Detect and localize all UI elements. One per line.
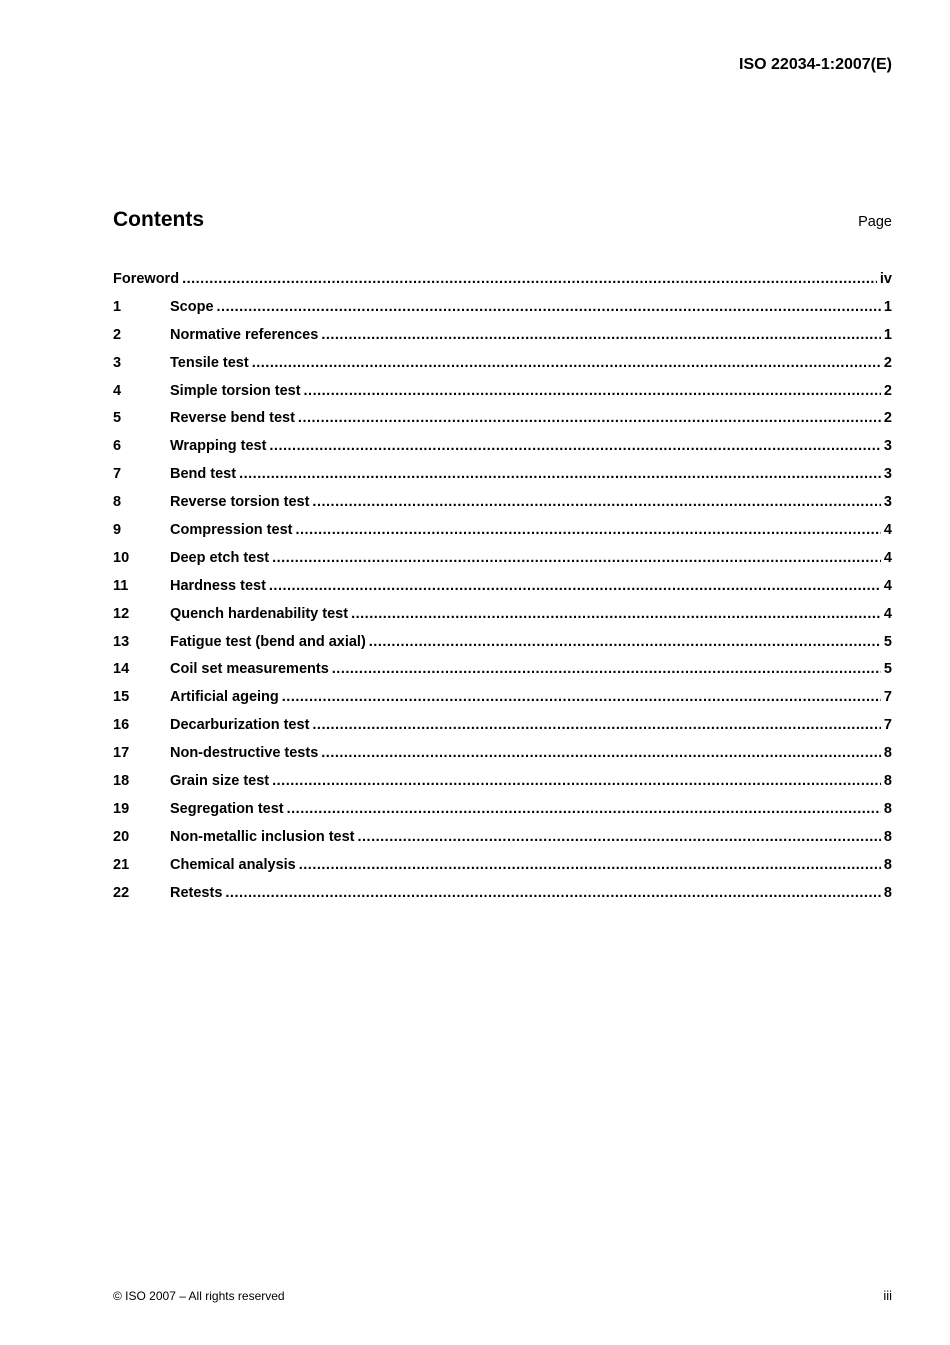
toc-entry-title: Hardness test xyxy=(170,577,266,594)
toc-entry-page: 8 xyxy=(883,745,892,762)
toc-entry-title: Deep etch test xyxy=(170,549,270,566)
toc-entry-page: 5 xyxy=(883,661,892,678)
toc-entry-number: 5 xyxy=(113,410,122,427)
toc-dot-leader xyxy=(269,433,881,461)
toc-entry[interactable] xyxy=(113,266,892,294)
toc-entry[interactable] xyxy=(113,350,892,378)
toc-entry-number: 8 xyxy=(113,494,122,511)
toc-dot-leader xyxy=(312,489,881,517)
toc-entry-title: Compression test xyxy=(170,522,293,539)
toc-entry-number: 21 xyxy=(113,856,130,873)
toc-entry-number: 2 xyxy=(113,326,122,343)
toc-dot-leader xyxy=(295,517,880,545)
toc-entry-number: 19 xyxy=(113,800,130,817)
toc-entry-page: 1 xyxy=(883,298,892,315)
toc-entry[interactable] xyxy=(113,740,892,768)
toc-entry[interactable] xyxy=(113,461,892,489)
toc-dot-leader xyxy=(332,656,881,684)
toc-entry-number: 20 xyxy=(113,828,130,845)
toc-entry[interactable] xyxy=(113,545,892,573)
toc-entry-page: 4 xyxy=(883,549,892,566)
toc-entry[interactable] xyxy=(113,489,892,517)
toc-entry-number: 3 xyxy=(113,354,122,371)
toc-dot-leader xyxy=(269,573,881,601)
toc-entry-number: 17 xyxy=(113,745,130,762)
toc-entry-number: 7 xyxy=(113,466,122,483)
toc-entry-number: 14 xyxy=(113,661,130,678)
toc-entry-title: Tensile test xyxy=(170,354,249,371)
toc-dot-leader xyxy=(304,378,881,406)
toc-entry-page: 2 xyxy=(883,354,892,371)
toc-entry[interactable] xyxy=(113,378,892,406)
toc-entry-title: Non-destructive tests xyxy=(170,745,319,762)
toc-dot-leader xyxy=(312,712,881,740)
toc-entry-page: 8 xyxy=(883,800,892,817)
toc-entry-page: 7 xyxy=(883,717,892,734)
toc-entry-title: Reverse bend test xyxy=(170,410,295,427)
document-id: ISO 22034-1:2007(E) xyxy=(739,56,892,73)
toc-entry-number: 13 xyxy=(113,633,130,650)
contents-title: Contents xyxy=(113,208,204,231)
page-number: iii xyxy=(883,1288,892,1303)
toc-entry[interactable] xyxy=(113,517,892,545)
toc-dot-leader xyxy=(321,322,881,350)
toc-entry[interactable] xyxy=(113,573,892,601)
toc-entry-title: Fatigue test (bend and axial) xyxy=(170,633,366,650)
toc-dot-leader xyxy=(225,880,881,908)
toc-entry[interactable] xyxy=(113,294,892,322)
toc-entry-page: 4 xyxy=(883,605,892,622)
toc-entry-title: Wrapping test xyxy=(170,438,267,455)
toc-entry[interactable] xyxy=(113,824,892,852)
toc-entry-number: 16 xyxy=(113,717,130,734)
toc-entry-title: Quench hardenability test xyxy=(170,605,349,622)
toc-entry[interactable] xyxy=(113,405,892,433)
toc-dot-leader xyxy=(298,405,881,433)
toc-entry-page: 1 xyxy=(883,326,892,343)
table-of-contents xyxy=(113,266,892,907)
page-column-label: Page xyxy=(858,214,892,230)
toc-entry-title: Retests xyxy=(170,884,223,901)
toc-entry-title: Bend test xyxy=(170,466,237,483)
toc-entry-title: Chemical analysis xyxy=(170,856,296,873)
toc-entry-title: Grain size test xyxy=(170,773,270,790)
toc-entry[interactable] xyxy=(113,880,892,908)
toc-dot-leader xyxy=(217,294,881,322)
toc-dot-leader xyxy=(272,768,881,796)
toc-entry[interactable] xyxy=(113,322,892,350)
toc-entry[interactable] xyxy=(113,796,892,824)
toc-entry-page: 8 xyxy=(883,884,892,901)
toc-entry-page: 7 xyxy=(883,689,892,706)
toc-entry[interactable] xyxy=(113,768,892,796)
toc-entry-title: Scope xyxy=(170,298,214,315)
toc-dot-leader xyxy=(272,545,881,573)
toc-dot-leader xyxy=(358,824,881,852)
toc-entry-page: 4 xyxy=(883,522,892,539)
toc-entry-page: 8 xyxy=(883,856,892,873)
toc-dot-leader xyxy=(239,461,881,489)
toc-entry[interactable] xyxy=(113,629,892,657)
toc-dot-leader xyxy=(252,350,881,378)
toc-entry[interactable] xyxy=(113,684,892,712)
toc-entry-page: 8 xyxy=(883,828,892,845)
toc-entry-title: Normative references xyxy=(170,326,319,343)
toc-dot-leader xyxy=(182,266,877,294)
toc-entry-page: 8 xyxy=(883,773,892,790)
toc-entry-title: Coil set measurements xyxy=(170,661,329,678)
toc-entry-page: 3 xyxy=(883,438,892,455)
toc-entry[interactable] xyxy=(113,852,892,880)
toc-entry-page: iv xyxy=(879,271,892,287)
toc-entry-title: Non-metallic inclusion test xyxy=(170,828,355,845)
toc-entry-number: 6 xyxy=(113,438,122,455)
toc-entry-page: 4 xyxy=(883,577,892,594)
toc-entry-title: Artificial ageing xyxy=(170,689,279,706)
toc-entry-page: 3 xyxy=(883,466,892,483)
toc-entry-page: 2 xyxy=(883,410,892,427)
toc-dot-leader xyxy=(282,684,881,712)
toc-entry[interactable] xyxy=(113,712,892,740)
toc-entry-page: 3 xyxy=(883,494,892,511)
toc-entry-number: 9 xyxy=(113,522,122,539)
toc-entry-number: 1 xyxy=(113,298,122,315)
toc-entry-page: 2 xyxy=(883,382,892,399)
toc-entry-number: 11 xyxy=(113,577,129,594)
toc-dot-leader xyxy=(369,629,881,657)
toc-entry-title: Foreword xyxy=(113,271,180,287)
contents-heading-row xyxy=(113,208,892,232)
toc-entry-number: 4 xyxy=(113,382,122,399)
toc-entry-title: Segregation test xyxy=(170,800,284,817)
copyright-notice: © ISO 2007 – All rights reserved xyxy=(113,1289,285,1303)
toc-entry[interactable] xyxy=(113,601,892,629)
toc-entry[interactable] xyxy=(113,656,892,684)
toc-dot-leader xyxy=(351,601,881,629)
toc-dot-leader xyxy=(321,740,881,768)
toc-entry[interactable] xyxy=(113,433,892,461)
toc-dot-leader xyxy=(299,852,881,880)
toc-entry-number: 22 xyxy=(113,884,130,901)
toc-entry-title: Decarburization test xyxy=(170,717,310,734)
toc-entry-number: 15 xyxy=(113,689,130,706)
toc-entry-title: Simple torsion test xyxy=(170,382,301,399)
toc-entry-title: Reverse torsion test xyxy=(170,494,310,511)
toc-entry-number: 10 xyxy=(113,549,130,566)
toc-dot-leader xyxy=(287,796,881,824)
toc-entry-number: 18 xyxy=(113,773,130,790)
toc-entry-page: 5 xyxy=(883,633,892,650)
toc-entry-number: 12 xyxy=(113,605,130,622)
